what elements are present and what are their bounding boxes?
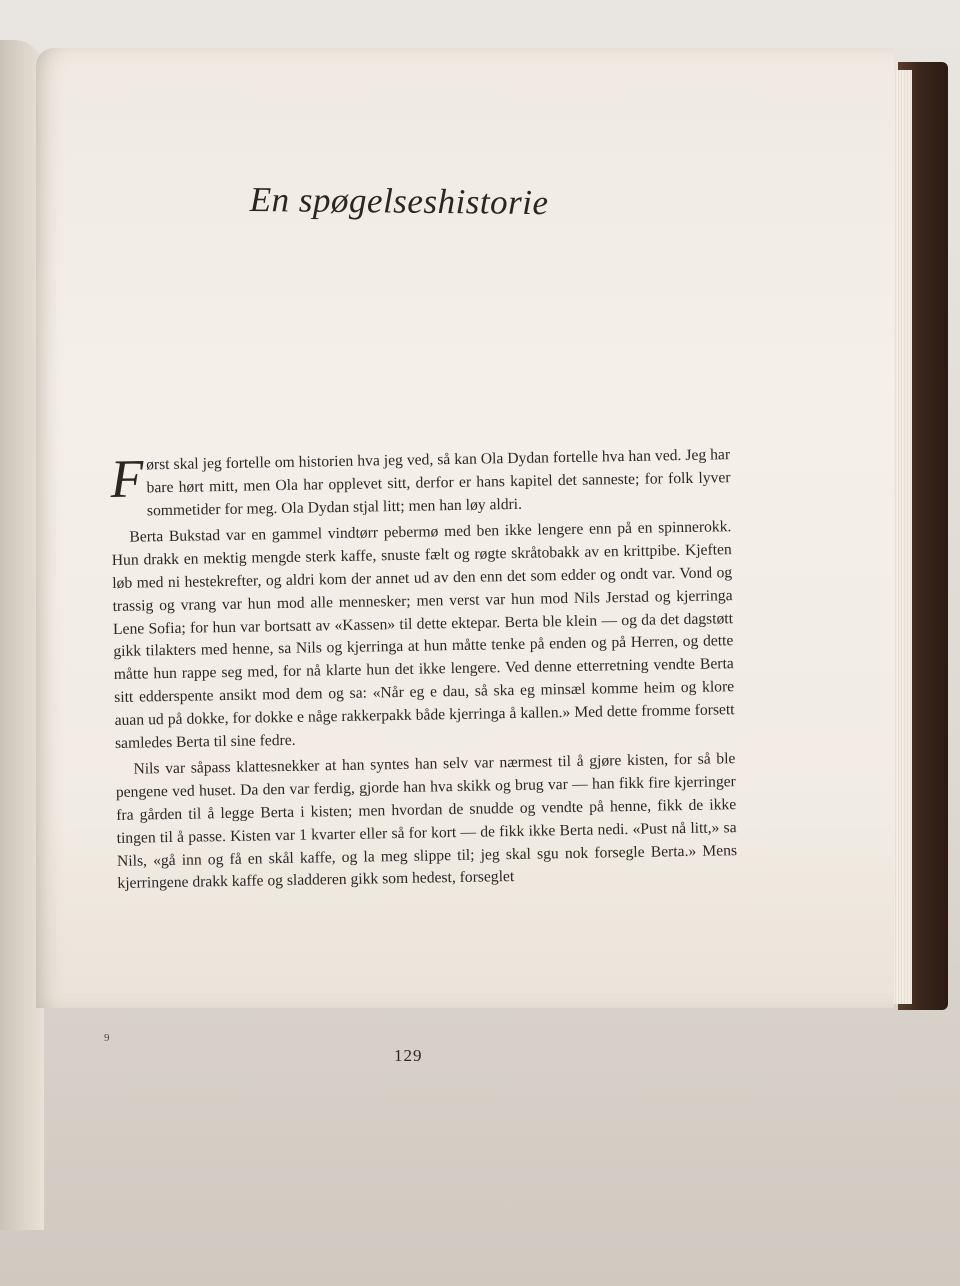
body-text — [110, 444, 738, 900]
page-number: 129 — [394, 1046, 423, 1065]
paragraph-1-text: ørst skal jeg fortelle om historien hva jeg ved, så kan Ola Dydan fortelle hva han ved. Jeg har bare hørt mitt, men Ola har opplevet sitt, derfor er hans kapitel det sanneste; for folk lyver sommetider for meg. Ola Dydan stjal litt; men han løy aldri. — [146, 446, 731, 519]
paragraph-1 — [110, 444, 731, 523]
signature-mark: 9 — [104, 1032, 110, 1044]
paragraph-2: Berta Bukstad var en gammel vindtørr pebermø med ben ikke lengere enn på en spinnerokk. Hun drakk en mektig mengde sterk kaffe, snuste fælt og røgte skråtobakk av en krittpibe. Kjeften løb med ni hestekrefter, og aldri kom der annet ud av den enn det som edder og ondt var. Vond og trassig og vrang var hun mod alle mennesker; men verst var hun mod Nils Jerstad og kjerringa Lene Sofia; for hun var bortsatt av «Kassen» til dette ektepar. Berta ble klein — og da det dagstøtt gikk tilakters med henne, sa Nils og kjerringa at hun måtte tenke på enden og på Herren, og dette måtte hun rappe seg med, for nå klarte hun det ikke lengere. Ved denne etterretning vendte Berta sitt edderspente ansikt mod dem og sa: «Når eg e dau, så ska eg minsæl komme heim og klore auan ud på dokke, for dokke e någe rakkerpakk både kjerringa å kallen.» Med dette fromme forsett samledes Berta til sine fedre. — [111, 518, 735, 752]
paragraph-3: Nils var såpass klattesnekker at han syntes han selv var nærmest til å gjøre kisten, for så ble pengene ved huset. Da den var ferdig, gjorde han hva skikk og brug var — han fikk fire kjerringer fra gården til å legge Berta i kisten; men hvordan de snudde og vendte på henne, fikk de ikke tingen til å passe. Kisten var 1 kvarter eller så for kort — de fikk ikke Berta nedi. «Pust nå litt,» sa Nils, «gå inn og få en skål kaffe, og la meg slippe til; jeg skal sgu nok forsegle Berta.» Mens kjerringene drakk kaffe og sladderen gikk som hedest, forseglet — [115, 750, 738, 893]
chapter-title: En spøgelseshistorie — [249, 180, 549, 223]
drop-cap: F — [109, 448, 144, 509]
